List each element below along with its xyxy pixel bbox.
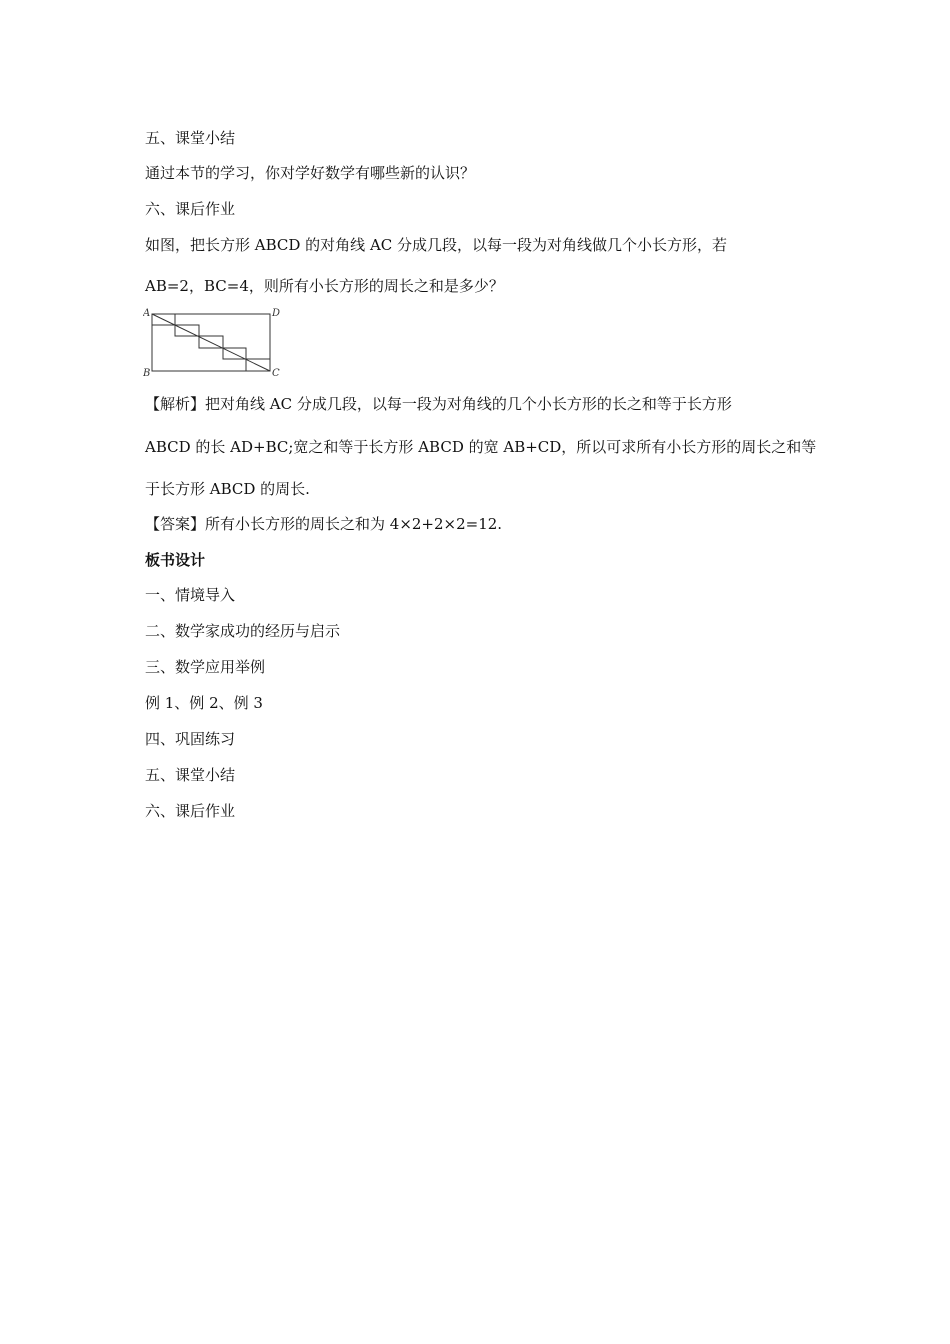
analysis-line-2: ABCD 的长 AD+BC;宽之和等于长方形 ABCD 的宽 AB+CD，所以可求所有小长方形的周长之和等: [145, 438, 817, 456]
section-heading-summary: 五、课堂小结: [145, 129, 236, 147]
vertex-label-b: B: [143, 368, 151, 378]
board-design-heading: 板书设计: [145, 551, 206, 569]
summary-question: 通过本节的学习，你对学好数学有哪些新的认识？: [145, 164, 476, 182]
vertex-label-a: A: [143, 308, 151, 319]
board-item-2: 二、数学家成功的经历与启示: [145, 622, 341, 640]
homework-problem-line-1: 如图，把长方形 ABCD 的对角线 AC 分成几段，以每一段为对角线做几个小长方形，若: [145, 236, 728, 254]
board-item-1: 一、情境导入: [145, 586, 236, 604]
vertex-label-d: D: [272, 308, 281, 319]
board-item-5: 五、课堂小结: [145, 766, 236, 784]
homework-problem-line-2: AB=2，BC=4，则所有小长方形的周长之和是多少？: [145, 277, 504, 295]
rectangle-diagram: [143, 308, 283, 378]
vertex-label-c: C: [272, 368, 280, 378]
section-heading-homework: 六、课后作业: [145, 200, 236, 218]
board-item-examples: 例 1、例 2、例 3: [145, 694, 263, 712]
board-item-6: 六、课后作业: [145, 802, 236, 820]
answer-line: 【答案】所有小长方形的周长之和为 4×2+2×2=12.: [145, 515, 503, 533]
analysis-line-3: 于长方形 ABCD 的周长.: [145, 480, 310, 498]
diagonal-ac: [152, 314, 270, 371]
board-item-4: 四、巩固练习: [145, 730, 236, 748]
analysis-line-1: 【解析】把对角线 AC 分成几段，以每一段为对角线的几个小长方形的长之和等于长方形: [145, 395, 732, 413]
board-item-3: 三、数学应用举例: [145, 658, 266, 676]
